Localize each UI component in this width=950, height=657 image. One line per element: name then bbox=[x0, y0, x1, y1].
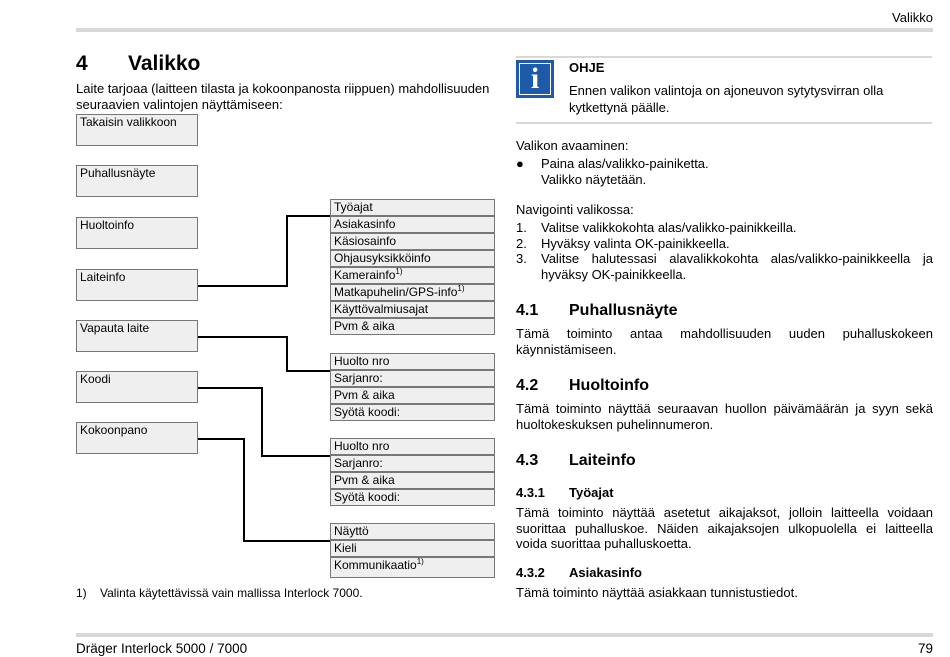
submenu-item: Pvm & aika bbox=[330, 318, 495, 335]
footnote-ref: 1) bbox=[395, 267, 403, 276]
submenu-item: Sarjanro: bbox=[330, 455, 495, 472]
info-icon bbox=[516, 60, 554, 98]
menu-item-takaisin: Takaisin valikkoon bbox=[76, 114, 198, 146]
submenu-item: Näyttö bbox=[330, 523, 495, 540]
submenu-item-label: Matkapuhelin/GPS-info bbox=[334, 285, 458, 299]
submenu-item: Huolto nro bbox=[330, 438, 495, 455]
section-title: Huoltoinfo bbox=[569, 377, 649, 394]
section-title: Laiteinfo bbox=[569, 452, 636, 469]
footnote-ref: 1) bbox=[457, 284, 465, 293]
step-number: 1. bbox=[516, 220, 527, 235]
submenu-item: Käyttövalmiusajat bbox=[330, 301, 495, 318]
section-text: Tämä toiminto antaa mahdollisuuden uuden puhalluskokeen käynnistämiseen. bbox=[516, 326, 933, 357]
subsection-text: Tämä toiminto näyttää asiakkaan tunnistustiedot. bbox=[516, 585, 798, 600]
open-menu-label: Valikon avaaminen: bbox=[516, 138, 629, 153]
chapter-number: 4 bbox=[76, 52, 88, 75]
footer-rule bbox=[76, 633, 933, 637]
submenu-item: Työajat bbox=[330, 199, 495, 216]
menu-item-kokoonpano: Kokoonpano bbox=[76, 422, 198, 454]
submenu-item: Asiakasinfo bbox=[330, 216, 495, 233]
subsection-number: 4.3.2 bbox=[516, 565, 545, 580]
step-text: Hyväksy valinta OK-painikkeella. bbox=[541, 236, 730, 251]
submenu-item: Huolto nro bbox=[330, 353, 495, 370]
info-icon-glyph: i bbox=[530, 62, 540, 95]
footnote-text: Valinta käytettävissä vain mallissa Interlock 7000. bbox=[100, 586, 363, 600]
submenu-item bbox=[330, 284, 495, 301]
navigate-label: Navigointi valikossa: bbox=[516, 202, 634, 217]
submenu-item-label: Kamerainfo bbox=[334, 268, 396, 282]
menu-item-puhallusnayte: Puhallusnäyte bbox=[76, 165, 198, 197]
note-top-rule bbox=[516, 56, 932, 58]
bullet-icon: ● bbox=[516, 156, 524, 171]
menu-item-laiteinfo: Laiteinfo bbox=[76, 269, 198, 301]
page-number: 79 bbox=[917, 641, 933, 656]
submenu-item bbox=[330, 557, 495, 578]
menu-item-vapauta-laite: Vapauta laite bbox=[76, 320, 198, 352]
submenu-item: Ohjausyksikköinfo bbox=[330, 250, 495, 267]
chapter-intro: Laite tarjoaa (laitteen tilasta ja kokoonpanosta riippuen) mahdollisuuden seuraavien valintojen näyttämiseen: bbox=[76, 81, 490, 112]
step-number: 2. bbox=[516, 236, 527, 251]
footnote-number: 1) bbox=[76, 586, 87, 600]
section-text: Tämä toiminto näyttää seuraavan huollon päivämäärän ja syyn sekä huoltokeskuksen puhelinnumeron. bbox=[516, 401, 933, 432]
note-title: OHJE bbox=[569, 60, 605, 75]
step-text: Valitse halutessasi alavalikkokohta alas/valikko-painikkeella ja hyväksy OK-painikkeella. bbox=[541, 251, 933, 282]
section-number: 4.3 bbox=[516, 452, 539, 469]
footer-product: Dräger Interlock 5000 / 7000 bbox=[76, 641, 248, 656]
submenu-item bbox=[330, 267, 495, 284]
step-text: Valitse valikkokohta alas/valikko-painikkeilla. bbox=[541, 220, 797, 235]
note-text: Ennen valikon valintoja on ajoneuvon sytytysvirran olla kytkettynä päälle. bbox=[569, 83, 884, 115]
submenu-item: Syötä koodi: bbox=[330, 489, 495, 506]
subsection-text: Tämä toiminto näyttää asetetut aikajaksot, jolloin laitteella voidaan suorittaa puhalluskoe. Näiden aikajaksojen ulkopuolella ei laitteella voida suorittaa puhalluskoetta. bbox=[516, 505, 933, 551]
submenu-item: Kieli bbox=[330, 540, 495, 557]
submenu-item: Syötä koodi: bbox=[330, 404, 495, 421]
menu-item-huoltoinfo: Huoltoinfo bbox=[76, 217, 198, 249]
step-number: 3. bbox=[516, 251, 527, 266]
submenu-item: Käsiosainfo bbox=[330, 233, 495, 250]
note-bottom-rule bbox=[516, 122, 932, 124]
footnote-ref: 1) bbox=[416, 557, 424, 566]
open-menu-step: Paina alas/valikko-painiketta. bbox=[541, 156, 709, 171]
section-number: 4.2 bbox=[516, 377, 539, 394]
header-rule bbox=[76, 28, 933, 32]
section-title: Puhallusnäyte bbox=[569, 302, 678, 319]
submenu-item: Pvm & aika bbox=[330, 472, 495, 489]
open-menu-result: Valikko näytetään. bbox=[541, 172, 647, 187]
subsection-title: Työajat bbox=[569, 485, 614, 500]
section-number: 4.1 bbox=[516, 302, 539, 319]
submenu-item: Sarjanro: bbox=[330, 370, 495, 387]
subsection-number: 4.3.1 bbox=[516, 485, 545, 500]
submenu-item: Pvm & aika bbox=[330, 387, 495, 404]
chapter-title: Valikko bbox=[128, 52, 201, 75]
submenu-item-label: Kommunikaatio bbox=[334, 558, 417, 572]
menu-item-koodi: Koodi bbox=[76, 371, 198, 403]
subsection-title: Asiakasinfo bbox=[569, 565, 642, 580]
running-header-title: Valikko bbox=[892, 10, 933, 25]
